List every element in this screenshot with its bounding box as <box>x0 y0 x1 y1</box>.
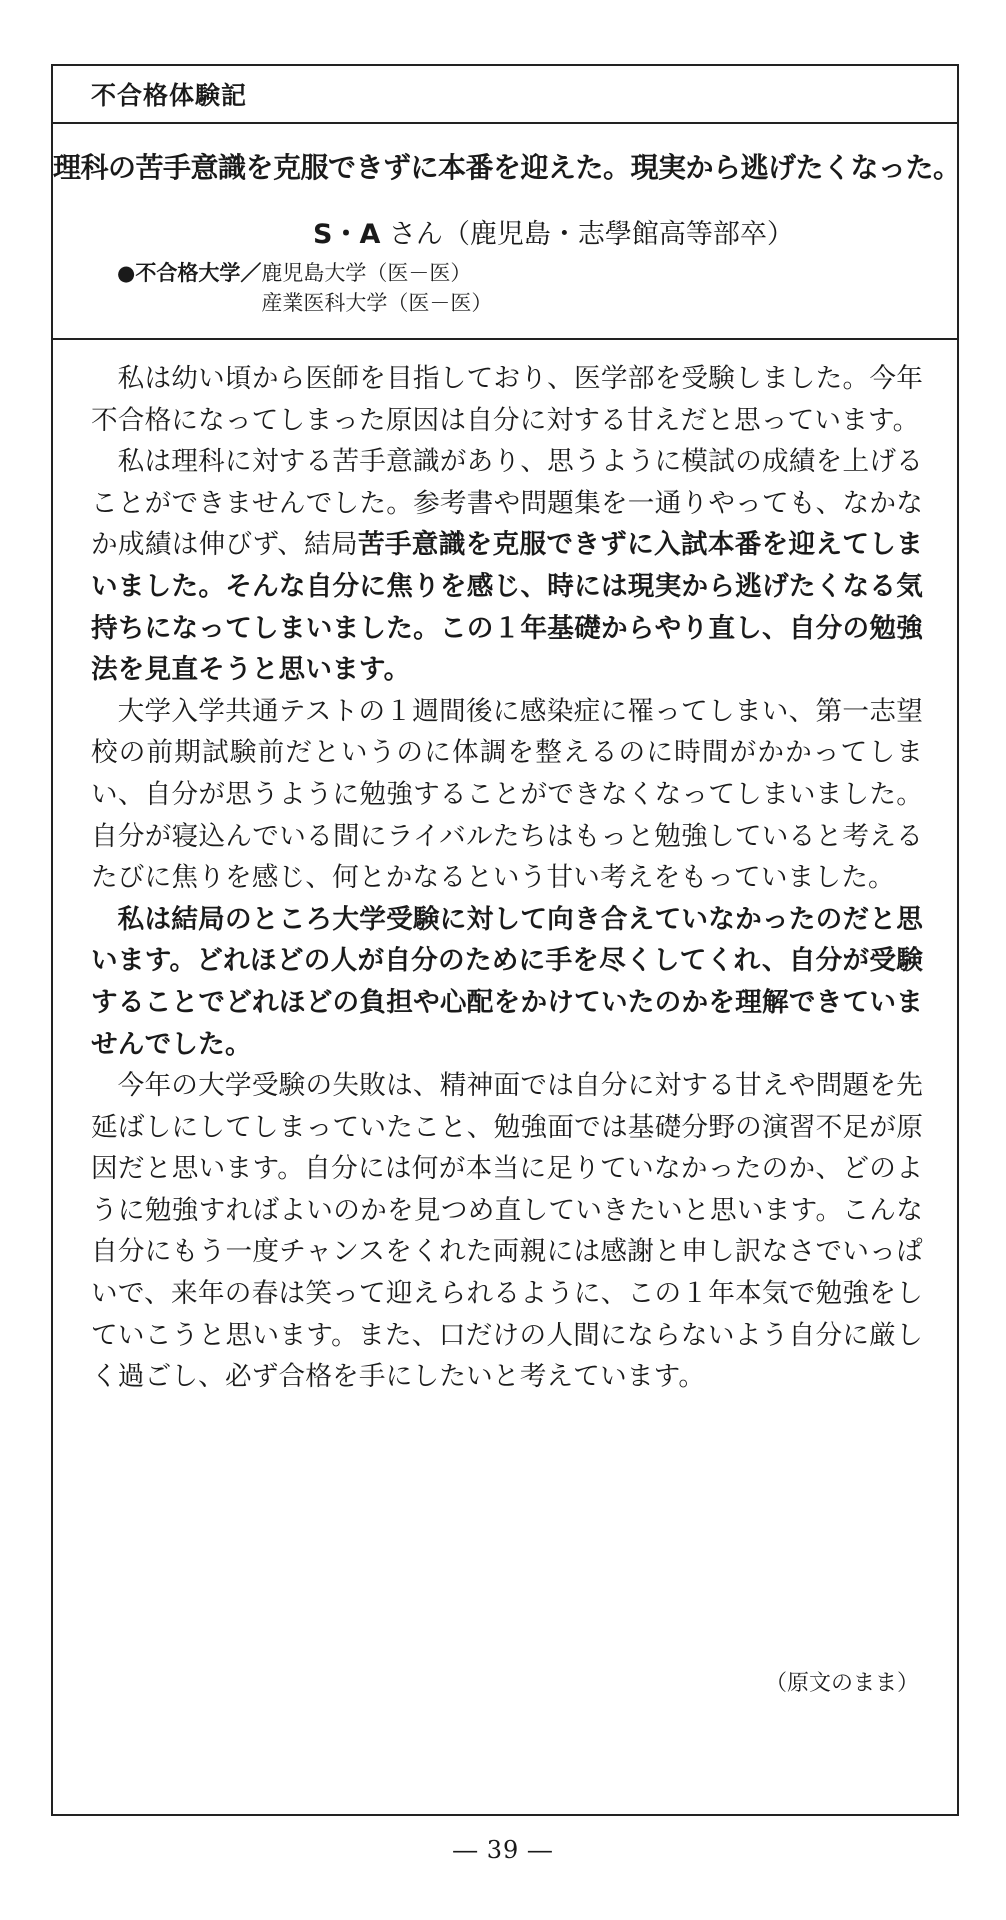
author-school: （鹿児島・志學館高等部卒） <box>442 219 794 250</box>
page-number: ― 39 ― <box>453 1836 553 1864</box>
emphasized-text: 私は結局のところ大学受験に対して向き合えていなかったのだと思います。どれほどの人が自分のために手を尽くしてくれ、自分が受験することでどれほどの負担や心配をかけていたのかを理解できていませんでした。 <box>91 903 923 1060</box>
failed-university: 鹿児島大学（医－医） <box>261 261 472 285</box>
author-suffix: さん <box>388 219 443 250</box>
body-paragraph <box>91 899 923 1065</box>
author-line <box>313 212 794 251</box>
title-block <box>53 124 961 340</box>
section-label: 不合格体験記 <box>91 81 248 110</box>
article-headline: 理科の苦手意識を克服できずに本番を迎えた。現実から逃げたくなった。 <box>53 151 961 184</box>
body-paragraph <box>91 358 923 441</box>
body-paragraph <box>91 691 923 899</box>
body-text-segment: 私は幼い頃から医師を目指しており、医学部を受験しました。今年不合格になってしまった原因は自分に対する甘えだと思っています。 <box>91 363 923 436</box>
body-paragraph <box>91 1065 923 1398</box>
section-header <box>53 66 957 124</box>
body-paragraph <box>91 441 923 691</box>
failed-list <box>261 258 492 318</box>
failed-university: 産業医科大学（医－医） <box>261 291 493 315</box>
body-text-segment: 大学入学共通テストの１週間後に感染症に罹ってしまい、第一志望校の前期試験前だというのに体調を整えるのに時間がかかってしまい、自分が思うように勉強することができなくなってしまいました。自分が寝込んでいる間にライバルたちはもっと勉強していると考えるたびに焦りを感じ、何とかなるという甘い考えをもっていました。 <box>91 695 923 894</box>
body-text-segment: 今年の大学受験の失敗は、精神面では自分に対する甘えや問題を先延ばしにしてしまっていたこと、勉強面では基礎分野の演習不足が原因だと思います。自分には何が本当に足りていなかったのか、どのように勉強すればよいのかを見つめ直していきたいと思います。こんな自分にもう一度チャンスをくれた両親には感謝と申し訳なさでいっぱいで、来年の春は笑って迎えられるように、この１年本気で勉強をしていこうと思います。また、口だけの人間にならないよう自分に厳しく過ごし、必ず合格を手にしたいと考えています。 <box>91 1070 923 1393</box>
emphasized-text: 苦手意識を克服できずに入試本番を迎えてしまいました。そんな自分に焦りを感じ、時には現実から逃げたくなる気持ちになってしまいました。この１年基礎からやり直し、自分の勉強法を見直そうと思います。 <box>91 529 923 686</box>
failed-universities <box>117 258 492 318</box>
body-text-segment: 私は理科に対する苦手意識があり、思うように模試の成績を上げることができませんでした。参考書や問題集を一通りやっても、なかなか成績は伸びず、結局 <box>91 446 923 561</box>
article-frame <box>51 64 959 1816</box>
failed-label: ●不合格大学／ <box>117 261 262 285</box>
source-note: （原文のまま） <box>764 1671 919 1696</box>
article-body <box>91 358 923 1398</box>
author-name: S・A <box>313 219 381 250</box>
